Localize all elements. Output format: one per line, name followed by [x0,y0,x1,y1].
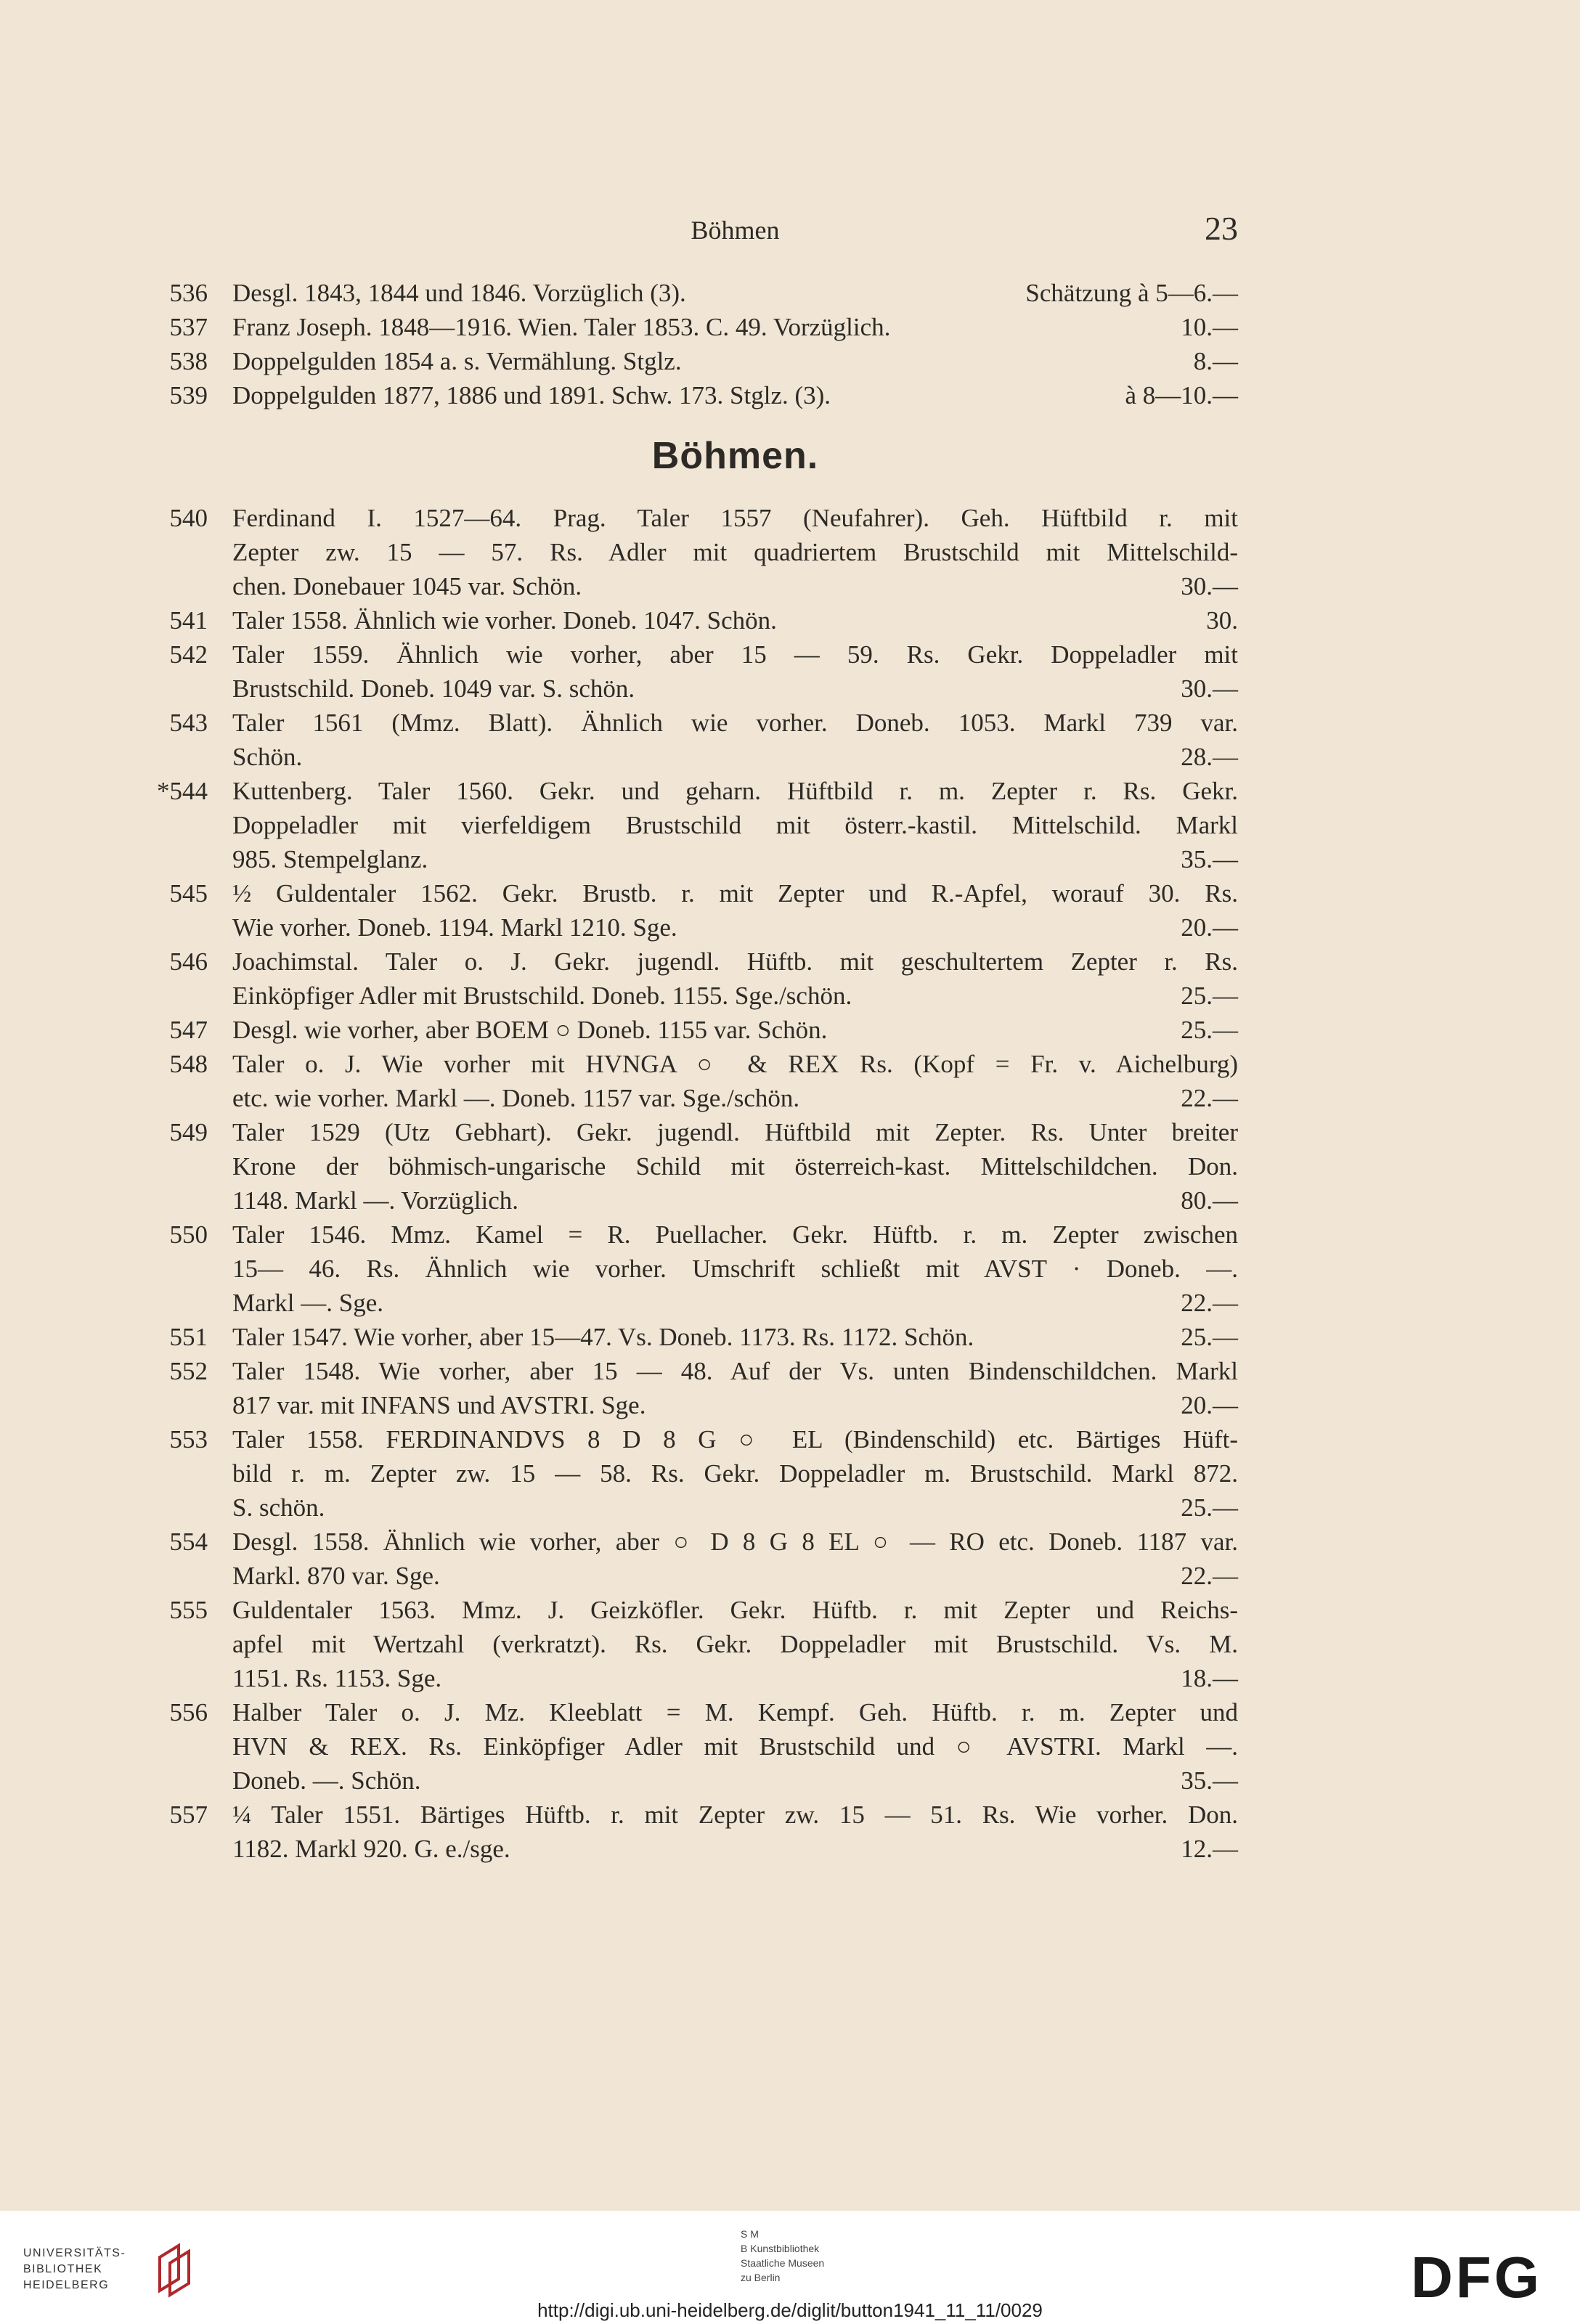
lot-number: 546 [169,947,208,976]
line-text: Doppelgulden 1854 a. s. Vermählung. Stglz. [232,347,682,375]
description-line [232,1559,1238,1593]
dfg-logo[interactable]: DFG [1411,2245,1542,2309]
lot-number: 538 [169,347,208,375]
description-line [232,1013,1238,1047]
lot-description [232,1593,1238,1695]
description-line [232,876,1238,910]
line-text: Halber Taler o. J. Mz. Kleeblatt = M. Kempf. Geh. Hüftb. r. m. Zepter und [232,1698,1238,1726]
line-text: Brustschild. Doneb. 1049 var. S. schön. [232,674,635,703]
line-text: 15— 46. Rs. Ähnlich wie vorher. Umschrift schließt mit AVST · Doneb. —. [232,1255,1238,1283]
price-estimate: 22.— [1181,1562,1238,1590]
permalink-url[interactable]: http://digi.ub.uni-heidelberg.de/diglit/button1941_11_11/0029 [537,2299,1043,2321]
description-line [232,310,1238,344]
line-text: apfel mit Wertzahl (verkratzt). Rs. Gekr. Doppeladler mit Brustschild. Vs. M. [232,1630,1238,1658]
description-line [232,1729,1238,1764]
line-text: Krone der böhmisch-ungarische Schild mit österreich-kast. Mittelschildchen. Don. [232,1152,1238,1181]
lot-description [232,774,1238,876]
catalog-entry [145,1798,1238,1866]
library-mark-icon [154,2240,198,2298]
description-line [232,569,1238,603]
line-text: etc. wie vorher. Markl —. Doneb. 1157 var. Sge./schön. [232,1084,800,1112]
description-line [232,1252,1238,1286]
viewer-footer [0,2211,1580,2324]
price-estimate: 30.— [1181,674,1238,703]
description-line [232,945,1238,979]
catalog-entry [145,276,1238,310]
description-line [232,1525,1238,1559]
catalog-entry [145,1422,1238,1525]
line-text: Joachimstal. Taler o. J. Gekr. jugendl. Hüftb. mit geschultertem Zepter r. Rs. [232,947,1238,976]
running-head [232,209,1238,253]
description-line [232,378,1238,412]
price-estimate: à 8—10.— [1125,381,1238,409]
description-line [232,1286,1238,1320]
lot-number: 547 [169,1016,208,1044]
line-text: Doppelgulden 1877, 1886 und 1891. Schw. 173. Stglz. (3). [232,381,831,409]
lot-description [232,603,1238,637]
price-estimate: 80.— [1181,1186,1238,1215]
catalog-entry [145,876,1238,945]
lot-number: 554 [169,1528,208,1556]
catalog-entry [145,1115,1238,1218]
description-line [232,740,1238,774]
line-text: Zepter zw. 15 — 57. Rs. Adler mit quadriertem Brustschild mit Mittelschild- [232,538,1238,566]
line-text: Taler 1547. Wie vorher, aber 15—47. Vs. Doneb. 1173. Rs. 1172. Schön. [232,1323,974,1351]
description-line [232,1456,1238,1491]
lot-description [232,637,1238,706]
lot-description [232,1354,1238,1422]
lot-number: 551 [169,1323,208,1351]
lot-description [232,344,1238,378]
line-text: Wie vorher. Doneb. 1194. Markl 1210. Sge. [232,913,677,942]
description-line [232,501,1238,535]
lot-description [232,378,1238,412]
line-text: ¼ Taler 1551. Bärtiges Hüftb. r. mit Zepter zw. 15 — 51. Rs. Wie vorher. Don. [232,1801,1238,1829]
lot-description [232,501,1238,603]
description-line [232,1491,1238,1525]
line-text: Ferdinand I. 1527—64. Prag. Taler 1557 (Neufahrer). Geh. Hüftbild r. mit [232,504,1238,532]
price-estimate: 18.— [1181,1664,1238,1692]
description-line [232,1661,1238,1695]
description-line [232,535,1238,569]
lot-number: 539 [169,381,208,409]
description-line [232,774,1238,808]
lot-number: *544 [157,777,208,805]
line-text: Desgl. wie vorher, aber BOEM ○ Doneb. 1155 var. Schön. [232,1016,828,1044]
description-line [232,1115,1238,1149]
lot-description [232,1013,1238,1047]
description-line [232,1832,1238,1866]
price-estimate: 25.— [1181,1323,1238,1351]
price-estimate: 22.— [1181,1289,1238,1317]
line-text: 1182. Markl 920. G. e./sge. [232,1835,510,1863]
price-estimate: 28.— [1181,743,1238,771]
lot-description [232,1695,1238,1798]
lot-description [232,1047,1238,1115]
catalog-entry [145,1593,1238,1695]
line-text: S. schön. [232,1493,325,1522]
line-text: Guldentaler 1563. Mmz. J. Geizköfler. Gekr. Hüftb. r. mit Zepter und Reichs- [232,1596,1238,1624]
line-text: Taler 1546. Mmz. Kamel = R. Puellacher. Gekr. Hüftb. r. m. Zepter zwischen [232,1220,1238,1249]
description-line [232,344,1238,378]
line-text: HVN & REX. Rs. Einköpfiger Adler mit Brustschild und ○ AVSTRI. Markl —. [232,1732,1238,1761]
catalog-entry [145,1525,1238,1593]
line-text: 985. Stempelglanz. [232,845,428,873]
lot-description [232,945,1238,1013]
lot-number: 553 [169,1425,208,1453]
description-line [232,672,1238,706]
description-line [232,979,1238,1013]
line-text: Franz Joseph. 1848—1916. Wien. Taler 1853. C. 49. Vorzüglich. [232,313,891,341]
description-line [232,1354,1238,1388]
line-text: Taler 1558. FERDINANDVS 8 D 8 G ○ EL (Bindenschild) etc. Bärtiges Hüft- [232,1425,1238,1453]
line-text: Taler o. J. Wie vorher mit HVNGA ○ & REX Rs. (Kopf = Fr. v. Aichelburg) [232,1050,1238,1078]
lot-number: 550 [169,1220,208,1249]
description-line [232,1149,1238,1183]
price-estimate: 10.— [1181,313,1238,341]
line-text: Taler 1558. Ähnlich wie vorher. Doneb. 1047. Schön. [232,606,777,635]
line-text: Markl. 870 var. Sge. [232,1562,440,1590]
catalog-entry [145,344,1238,378]
section-title: Böhmen. [651,435,819,477]
catalog-entry [145,1354,1238,1422]
lot-number: 557 [169,1801,208,1829]
running-head-title: Böhmen [691,216,780,245]
line-text: Taler 1561 (Mmz. Blatt). Ähnlich wie vorher. Doneb. 1053. Markl 739 var. [232,709,1238,737]
lot-number: 548 [169,1050,208,1078]
lot-description [232,276,1238,310]
price-estimate: 35.— [1181,1766,1238,1795]
line-text: Einköpfiger Adler mit Brustschild. Doneb. 1155. Sge./schön. [232,982,852,1010]
lot-description [232,1320,1238,1354]
price-estimate: 30. [1206,606,1238,635]
line-text: ½ Guldentaler 1562. Gekr. Brustb. r. mit Zepter und R.-Apfel, worauf 30. Rs. [232,879,1238,908]
line-text: Schön. [232,743,303,771]
description-line [232,1218,1238,1252]
catalog-entry [145,1013,1238,1047]
description-line [232,910,1238,945]
price-estimate: 25.— [1181,1016,1238,1044]
price-estimate: 22.— [1181,1084,1238,1112]
line-text: chen. Donebauer 1045 var. Schön. [232,572,582,600]
lot-description [232,1798,1238,1866]
price-estimate: 25.— [1181,1493,1238,1522]
catalog-entry [145,501,1238,603]
catalog-entry [145,1320,1238,1354]
description-line [232,1047,1238,1081]
description-line [232,842,1238,876]
lot-description [232,1422,1238,1525]
line-text: 1151. Rs. 1153. Sge. [232,1664,442,1692]
price-estimate: 8.— [1193,347,1238,375]
catalog-entry [145,706,1238,774]
price-estimate: 12.— [1181,1835,1238,1863]
line-text: Desgl. 1558. Ähnlich wie vorher, aber ○ D 8 G 8 EL ○ — RO etc. Doneb. 1187 var. [232,1528,1238,1556]
description-line [232,706,1238,740]
description-line [232,603,1238,637]
description-line [232,1798,1238,1832]
lot-description [232,876,1238,945]
price-estimate: 20.— [1181,913,1238,942]
description-line [232,276,1238,310]
library-name: UNIVERSITÄTS- BIBLIOTHEK HEIDELBERG [23,2247,126,2291]
lot-description [232,706,1238,774]
description-line [232,637,1238,672]
line-text: 1148. Markl —. Vorzüglich. [232,1186,519,1215]
price-estimate: 35.— [1181,845,1238,873]
line-text: Taler 1559. Ähnlich wie vorher, aber 15 — 59. Rs. Gekr. Doppeladler mit [232,640,1238,669]
description-line [232,1183,1238,1218]
catalog-entry [145,603,1238,637]
description-line [232,1764,1238,1798]
line-text: Taler 1529 (Utz Gebhart). Gekr. jugendl. Hüftbild mit Zepter. Rs. Unter breiter [232,1118,1238,1146]
description-line [232,1627,1238,1661]
price-estimate: 20.— [1181,1391,1238,1419]
catalog-entry [145,378,1238,412]
line-text: Desgl. 1843, 1844 und 1846. Vorzüglich (3). [232,279,686,307]
description-line [232,1593,1238,1627]
catalog-entry [145,774,1238,876]
catalog-entry [145,945,1238,1013]
lot-number: 545 [169,879,208,908]
university-library-logo[interactable] [23,2240,190,2305]
catalog-entry [145,1047,1238,1115]
description-line [232,1320,1238,1354]
price-estimate: 30.— [1181,572,1238,600]
lot-number: 542 [169,640,208,669]
page-number: 23 [1205,210,1238,247]
line-text: 817 var. mit INFANS und AVSTRI. Sge. [232,1391,646,1419]
lot-number: 540 [169,504,208,532]
line-text: Kuttenberg. Taler 1560. Gekr. und geharn. Hüftbild r. m. Zepter r. Rs. Gekr. [232,777,1238,805]
description-line [232,808,1238,842]
lot-number: 555 [169,1596,208,1624]
lot-description [232,310,1238,344]
lot-description [232,1218,1238,1320]
description-line [232,1081,1238,1115]
line-text: Taler 1548. Wie vorher, aber 15 — 48. Auf der Vs. unten Bindenschildchen. Markl [232,1357,1238,1385]
lot-number: 556 [169,1698,208,1726]
lot-number: 549 [169,1118,208,1146]
price-estimate: 25.— [1181,982,1238,1010]
lot-number: 543 [169,709,208,737]
lot-number: 541 [169,606,208,635]
lot-description [232,1525,1238,1593]
catalog-entry [145,1695,1238,1798]
catalog-entry [145,310,1238,344]
description-line [232,1695,1238,1729]
line-text: Doneb. —. Schön. [232,1766,421,1795]
lot-number: 536 [169,279,208,307]
price-estimate: Schätzung à 5—6.— [1025,279,1238,307]
line-text: Markl —. Sge. [232,1289,384,1317]
line-text: Doppeladler mit vierfeldigem Brustschild mit österr.-kastil. Mittelschild. Markl [232,811,1238,839]
catalog-entry [145,637,1238,706]
line-text: bild r. m. Zepter zw. 15 — 58. Rs. Gekr. Doppeladler m. Brustschild. Markl 872. [232,1459,1238,1488]
lot-number: 552 [169,1357,208,1385]
description-line [232,1388,1238,1422]
lot-number: 537 [169,313,208,341]
lot-description [232,1115,1238,1218]
catalog-entry [145,1218,1238,1320]
description-line [232,1422,1238,1456]
smb-logo[interactable]: S M B Kunstbibliothek Staatliche Museen zu Berlin [741,2228,825,2283]
